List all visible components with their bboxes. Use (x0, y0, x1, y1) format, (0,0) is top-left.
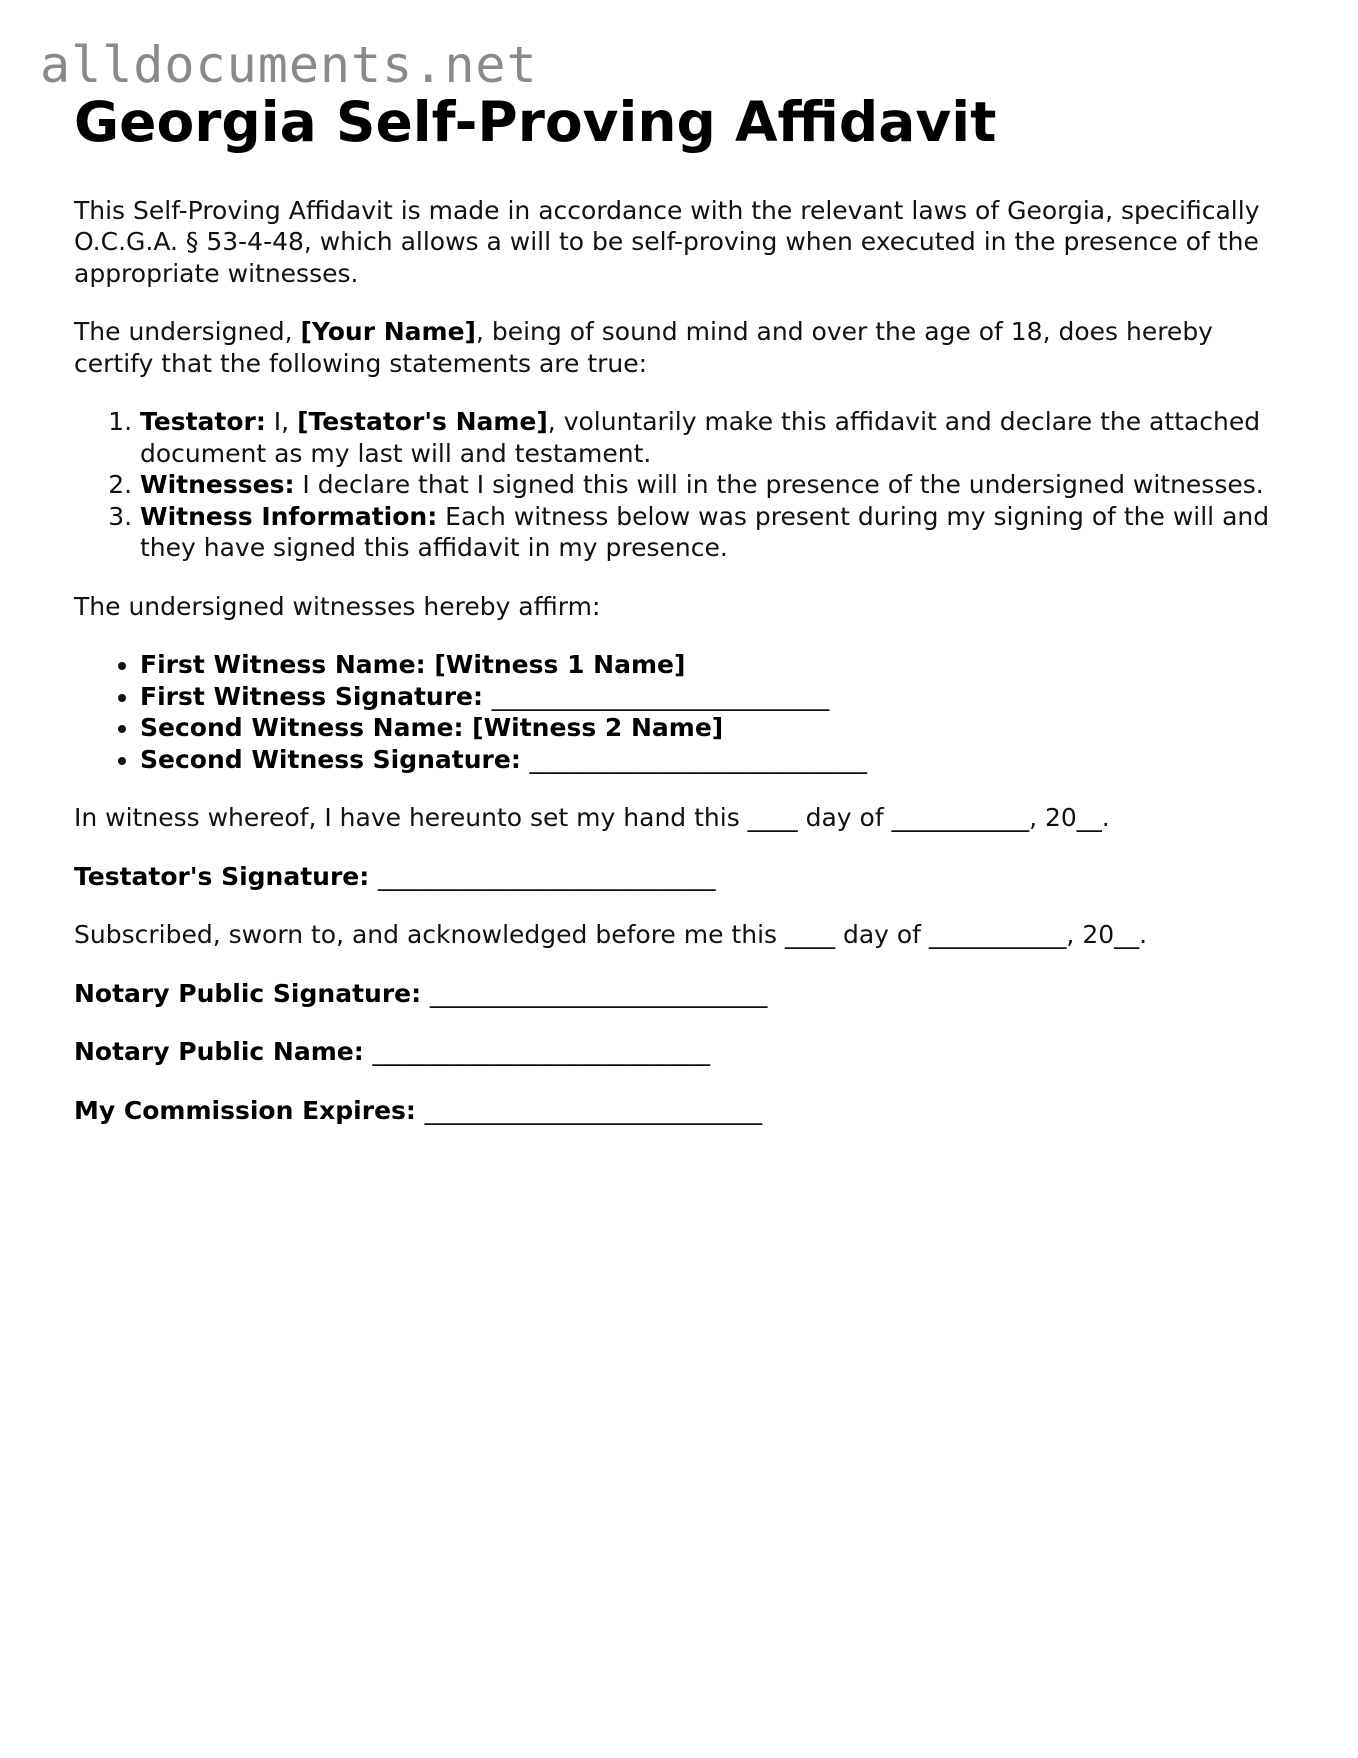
document-page (74, 92, 1294, 1126)
your-name-placeholder: [Your Name] (300, 317, 476, 346)
watermark: alldocuments.net (40, 36, 538, 94)
statement-text: Each witness below was present during my signing of the will and they have signed this affidavit in my presence. (140, 501, 1270, 562)
testator-signature-line[interactable]: ___________________________ (377, 861, 716, 891)
witness-field-label: Second Witness Signature: (140, 744, 530, 774)
affirm-paragraph: The undersigned witnesses hereby affirm: (74, 591, 601, 621)
first-witness-signature (140, 681, 1294, 713)
testator-signature-label: Testator's Signature: (74, 861, 378, 891)
document-title: Georgia Self-Proving Affidavit (74, 90, 997, 154)
first-witness-name (140, 649, 1294, 681)
notary-name-field (74, 1036, 1294, 1068)
statement-label: Witness Information: (140, 501, 438, 531)
statement-label: Witnesses: (140, 470, 295, 499)
notary-signature-line[interactable]: ___________________________ (429, 978, 768, 1008)
statement-witnesses (140, 469, 1294, 501)
statement-text: , voluntarily make this affidavit and declare the attached document as my last will and testament. (140, 407, 1261, 468)
testator-name-placeholder: [Testator's Name] (297, 407, 548, 436)
certify-prefix: The undersigned, (74, 317, 301, 346)
commission-expires-line[interactable]: ___________________________ (424, 1095, 763, 1125)
statements-list (74, 406, 1294, 564)
intro-paragraph: This Self-Proving Affidavit is made in accordance with the relevant laws of Georgia, specifically O.C.G.A. § 53-4-48, which allows a will to be self-proving when executed in the presence of the appropriate witnesses. (74, 195, 1260, 288)
in-witness-paragraph: In witness whereof, I have hereunto set my hand this ____ day of ___________, 20__. (74, 803, 1110, 832)
certify-paragraph (74, 316, 1294, 379)
statement-witness-information (140, 501, 1294, 564)
statement-text: I declare that I signed this will in the presence of the undersigned witnesses. (294, 470, 1264, 499)
commission-expires-field (74, 1095, 1294, 1127)
statement-text: I, (265, 407, 298, 436)
notary-name-label: Notary Public Name: (74, 1037, 373, 1066)
second-witness-signature-line[interactable]: ___________________________ (529, 744, 868, 774)
statement-label: Testator: (140, 407, 266, 436)
notary-name-line[interactable]: ___________________________ (372, 1037, 710, 1066)
statement-testator (140, 406, 1294, 469)
commission-expires-label: My Commission Expires: (74, 1095, 425, 1125)
witness-field-label: Second Witness Name: [Witness 2 Name] (140, 713, 724, 742)
first-witness-signature-line[interactable]: ___________________________ (491, 681, 830, 711)
second-witness-signature (140, 744, 1294, 776)
testator-signature-field (74, 861, 1294, 893)
notary-signature-label: Notary Public Signature: (74, 978, 430, 1008)
subscribed-paragraph: Subscribed, sworn to, and acknowledged before me this ____ day of ___________, 20__. (74, 920, 1148, 949)
notary-signature-field (74, 978, 1294, 1010)
second-witness-name (140, 712, 1294, 744)
witness-field-label: First Witness Signature: (140, 681, 492, 711)
witness-field-label: First Witness Name: [Witness 1 Name] (140, 650, 686, 679)
certify-suffix: , being of sound mind and over the age of 18, does hereby certify that the following statements are true: (74, 317, 1213, 378)
witness-list (74, 649, 1294, 775)
